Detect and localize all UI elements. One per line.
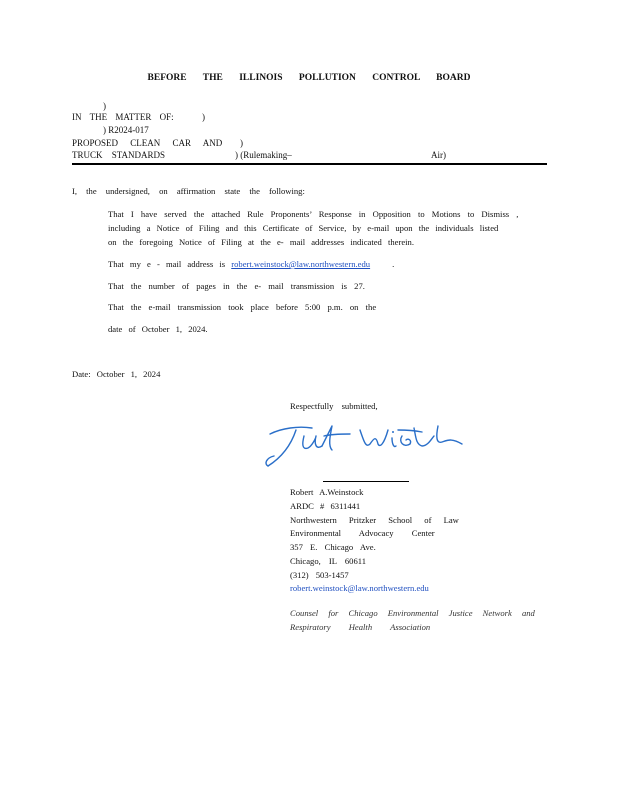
document-title: BEFORE THE ILLINOIS POLLUTION CONTROL BOARD [147, 73, 471, 83]
caption-paren: ) [202, 112, 205, 122]
signer-city: Chicago, IL 60611 [290, 556, 367, 566]
pages-paragraph: That the number of pages in the e- mail transmission is 27. [108, 281, 365, 291]
signer-phone: (312) 503-1457 [290, 570, 349, 580]
date-line: Date: October 1, 2024 [72, 369, 161, 379]
intro-text: I, the undersigned, on affirmation state the following: [72, 186, 305, 196]
date-paragraph: date of October 1, 2024. [108, 324, 208, 334]
counsel-line: Counsel for Chicago Environmental Justice Network and [290, 608, 535, 618]
paragraph-line: including a Notice of Filing and this Certificate of Service, by e-mail upon the individuals listed [108, 223, 499, 233]
caption-air: Air) [431, 150, 446, 160]
counsel-line: Respiratory Health Association [290, 622, 431, 632]
caption-matter: IN THE MATTER OF: [72, 112, 174, 122]
caption-rulemaking: ) (Rulemaking– [235, 150, 292, 160]
caption-docket: ) R2024-017 [103, 125, 149, 135]
caption-paren: ) [240, 138, 243, 148]
handwritten-signature [262, 418, 468, 470]
signer-name: Robert A.Weinstock [290, 487, 364, 497]
signer-school: Northwestern Pritzker School of Law [290, 515, 459, 525]
signer-email[interactable]: robert.weinstock@law.northwestern.edu [290, 583, 429, 593]
closing: Respectfully submitted, [290, 401, 378, 411]
signer-street: 357 E. Chicago Ave. [290, 542, 376, 552]
paragraph-line: That I have served the attached Rule Proponents’ Response in Opposition to Motions to Dismiss , [108, 209, 519, 219]
email-suffix: . [392, 259, 395, 269]
email-link[interactable]: robert.weinstock@law.northwestern.edu [231, 259, 371, 269]
caption-rule [72, 163, 547, 165]
email-prefix: That my e - mail address is [108, 259, 226, 269]
signer-ardc: ARDC # 6311441 [290, 501, 361, 511]
caption-paren: ) [103, 101, 106, 111]
caption-proposed: PROPOSED CLEAN CAR AND [72, 138, 223, 148]
email-paragraph [108, 259, 394, 269]
signer-center: Environmental Advocacy Center [290, 528, 435, 538]
caption-truck: TRUCK STANDARDS [72, 150, 166, 160]
signature-line [323, 481, 409, 482]
paragraph-line: on the foregoing Notice of Filing at the e- mail addresses indicated therein. [108, 237, 414, 247]
time-paragraph: That the e-mail transmission took place before 5:00 p.m. on the [108, 302, 377, 312]
